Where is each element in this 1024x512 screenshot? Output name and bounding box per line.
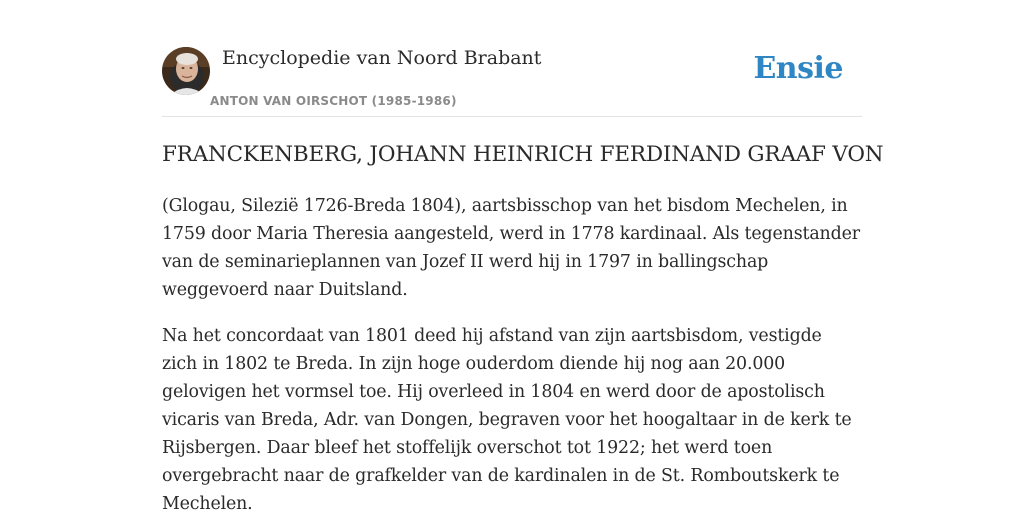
body-paragraph: (Glogau, Silezië 1726-Breda 1804), aartsbisschop van het bisdom Mechelen, in 1759 door Maria Theresia aangesteld, werd in 1778 kardinaal. Als tegenstander van de seminarieplannen van Jozef II werd hij in 1797 in ballingschap weggevoerd naar Duitsland. [162, 196, 860, 300]
author-avatar[interactable] [162, 47, 210, 95]
source-title[interactable]: Encyclopedie van Noord Brabant [222, 47, 542, 69]
author-name[interactable]: ANTON VAN OIRSCHOT (1985-1986) [210, 94, 457, 108]
entry-card [162, 0, 884, 512]
entry-body [162, 192, 862, 512]
entry-header [162, 0, 862, 117]
ensie-logo[interactable]: Ensie [753, 51, 843, 86]
page-title: FRANCKENBERG, JOHANN HEINRICH FERDINAND GRAAF VON [162, 142, 884, 167]
body-paragraph: Na het concordaat van 1801 deed hij afstand van zijn aartsbisdom, vestigde zich in 1802 te Breda. In zijn hoge ouderdom diende hij nog aan 20.000 gelovigen het vormsel toe. Hij overleed in 1804 en werd door de apostolisch vicaris van Breda, Adr. van Dongen, begraven voor het hoogaltaar in de kerk te Rijsbergen. Daar bleef het stoffelijk overschot tot 1922; het werd toen overgebracht naar de grafkelder van de kardinalen in de St. Romboutskerk te Mechelen. [162, 326, 852, 512]
author-portrait-icon [162, 47, 210, 95]
